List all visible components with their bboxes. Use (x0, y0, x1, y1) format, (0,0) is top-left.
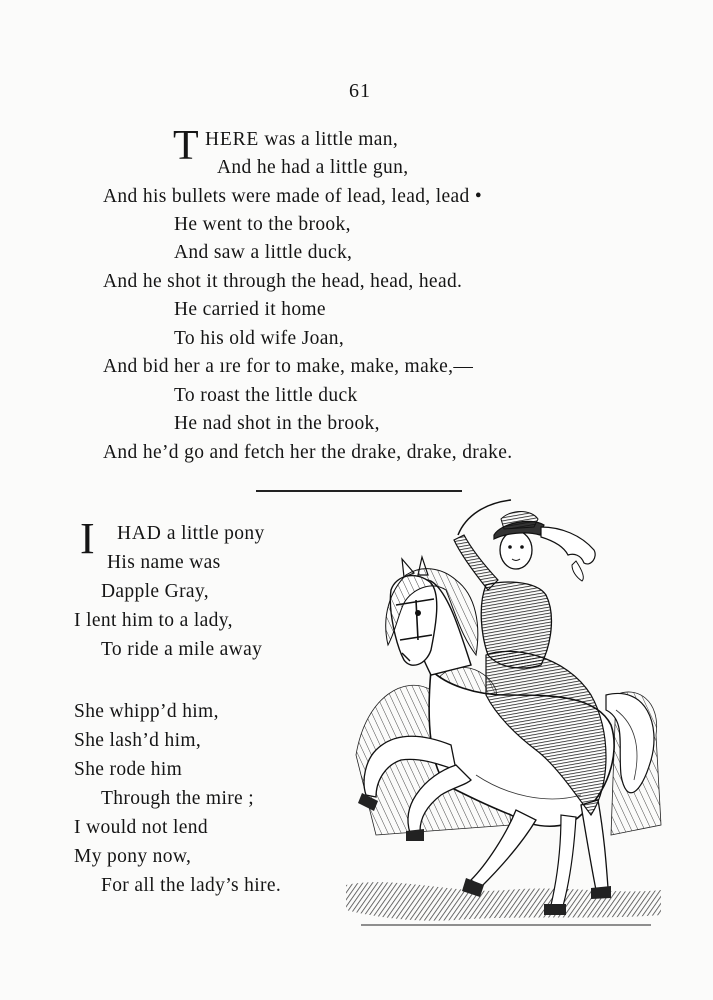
section-divider (256, 490, 462, 492)
poem-line: She whipp’d him, (74, 701, 219, 722)
poem-line: He nad shot in the brook, (174, 413, 380, 434)
poem-line: My pony now, (74, 846, 192, 867)
poem-line: Dapple Gray, (101, 581, 209, 602)
drop-cap-i: I (80, 514, 95, 563)
poem-line (205, 128, 398, 152)
poem-line: And he shot it through the head, head, head. (103, 271, 463, 292)
poem-line: Through the mire ; (101, 788, 255, 809)
poem-line: She lash’d him, (74, 730, 202, 751)
poem-line: To ride a mile away (101, 639, 263, 660)
poem-line (117, 522, 265, 546)
poem-line: I would not lend (74, 817, 208, 838)
poem-line: She rode him (74, 759, 183, 780)
poem-line: I lent him to a lady, (74, 610, 233, 631)
poem-line: And he’d go and fetch her the drake, drake, drake. (103, 442, 513, 463)
drop-cap-t: T (173, 123, 199, 169)
line-lead-word: HERE (205, 129, 260, 150)
poem-line: To his old wife Joan, (174, 328, 345, 349)
poem-line: And bid her a ıre for to make, make, make,— (103, 356, 474, 377)
poem-line: And his bullets were made of lead, lead, lead • (103, 186, 483, 207)
line-lead-word: HAD (117, 523, 162, 544)
poem-line: He went to the brook, (174, 214, 351, 235)
page-number: 61 (349, 80, 371, 102)
line-text: was a little man, (259, 129, 399, 150)
poem-line: To roast the little duck (174, 385, 358, 406)
poem-line: He carried it home (174, 299, 326, 320)
line-text: a little pony (161, 523, 265, 544)
pony-rider-illustration (336, 495, 666, 950)
poem-line: His name was (107, 552, 221, 573)
poem-line: And he had a little gun, (217, 157, 409, 178)
poem-line: And saw a little duck, (174, 242, 353, 263)
poem-line: For all the lady’s hire. (101, 875, 282, 896)
